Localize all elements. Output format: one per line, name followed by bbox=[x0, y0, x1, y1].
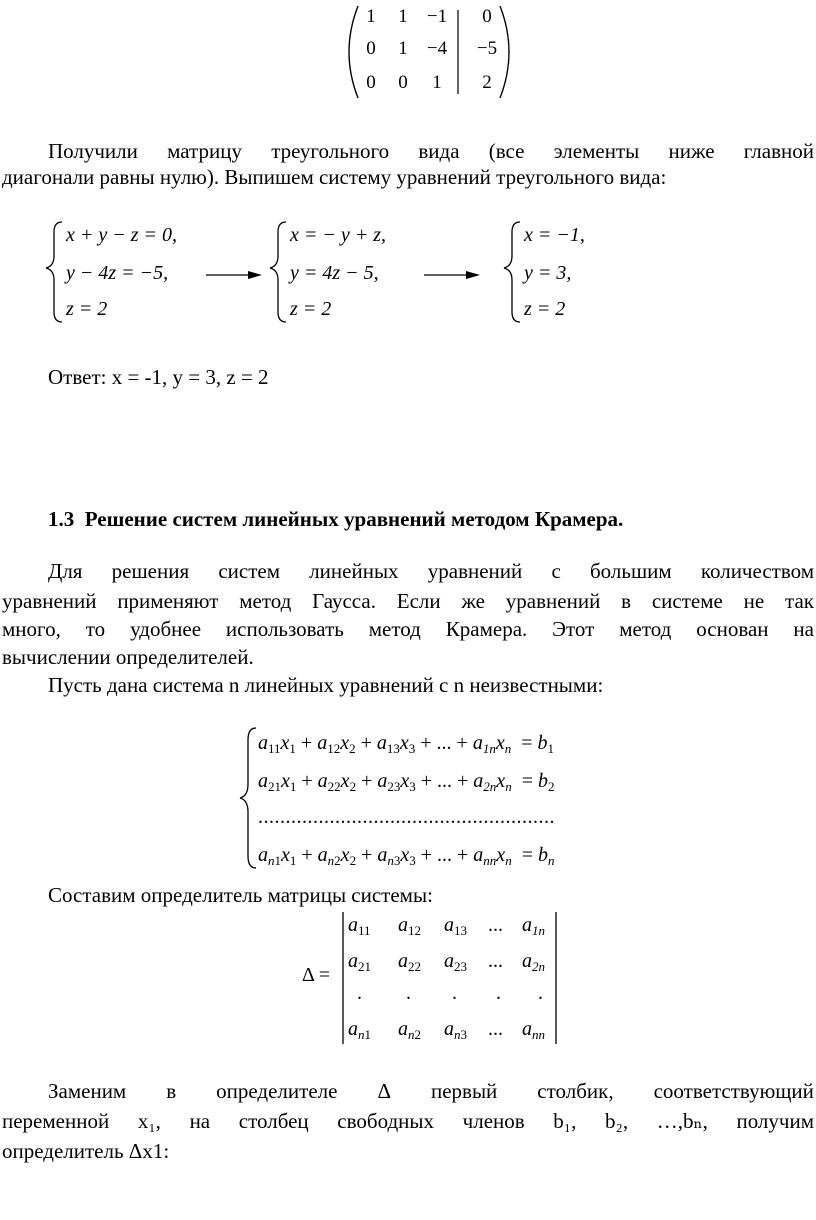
general-equation-2: $a_{21}x_1 + a_{22}x_2 + a_{23}x_3$ + ... + $a_{2n}x_n = b_2$ bbox=[258, 770, 555, 794]
det-ellipsis: ... bbox=[488, 1018, 503, 1040]
system2-brace bbox=[270, 222, 286, 322]
det-entry: $a_{n1}$ bbox=[348, 1018, 371, 1042]
general-equation-1: $a_{11}x_1 + a_{12}x_2 + a_{13}x_3$ + ... + $a_{1n}x_n = b_1$ bbox=[258, 732, 554, 756]
matrix-cell: 0 bbox=[366, 72, 376, 93]
matrix-cell: 0 bbox=[482, 6, 492, 27]
arrow-1 bbox=[206, 271, 262, 279]
det-dot: . bbox=[538, 982, 543, 1004]
det-ellipsis: ... bbox=[488, 914, 503, 936]
det-entry: $a_{11}$ bbox=[348, 914, 371, 938]
equation: y − 4z = −5, bbox=[66, 262, 169, 284]
det-dot: . bbox=[357, 982, 362, 1004]
paragraph-line: Получили матрицу треугольного вида (все элементы ниже главной bbox=[48, 139, 814, 163]
det-entry: $a_{22}$ bbox=[398, 950, 421, 974]
matrix-cell: 1 bbox=[432, 72, 442, 93]
paragraph-line: Пусть дана система n линейных уравнений с n неизвестными: bbox=[48, 673, 604, 697]
word: в bbox=[166, 1079, 177, 1103]
word: Δ bbox=[377, 1079, 391, 1103]
matrix-cell: 0 bbox=[398, 72, 408, 93]
paragraph-line: уравнений применяют метод Гаусса. Если же уравнений в системе не так bbox=[2, 589, 814, 613]
paragraph-line-justified bbox=[48, 1076, 814, 1106]
section-title: Решение систем линейных уравнений методом Крамера. bbox=[84, 507, 624, 531]
det-entry: $a_{n3}$ bbox=[444, 1018, 467, 1042]
matrix-cell: −4 bbox=[426, 38, 448, 59]
word: соответствующий bbox=[653, 1079, 814, 1103]
word: первый bbox=[430, 1079, 498, 1103]
equation: y = 4z − 5, bbox=[290, 262, 379, 284]
paragraph-line: много, то удобнее использовать метод Крамера. Этот метод основан на bbox=[2, 617, 814, 641]
det-entry: $a_{nn}$ bbox=[522, 1018, 545, 1042]
paragraph-line: Составим определитель матрицы системы: bbox=[48, 883, 433, 907]
matrix-cell: 1 bbox=[398, 38, 408, 59]
det-dot: . bbox=[406, 982, 411, 1004]
det-entry: $a_{12}$ bbox=[398, 914, 421, 938]
det-entry: $a_{23}$ bbox=[444, 950, 467, 974]
word: столбик, bbox=[537, 1079, 614, 1103]
det-dot: . bbox=[452, 982, 457, 1004]
equation: z = 2 bbox=[290, 298, 332, 320]
equation: z = 2 bbox=[66, 298, 108, 320]
equation: x = − y + z, bbox=[290, 224, 387, 246]
equation: z = 2 bbox=[524, 298, 566, 320]
det-ellipsis: ... bbox=[488, 950, 503, 972]
det-entry: $a_{13}$ bbox=[444, 914, 467, 938]
answer: Ответ: x = -1, y = 3, z = 2 bbox=[48, 365, 269, 389]
matrix-cell: −1 bbox=[426, 6, 448, 27]
paragraph-line: определитель Δx1: bbox=[2, 1139, 170, 1163]
det-entry: $a_{1n}$ bbox=[522, 914, 545, 938]
delta-label: Δ = bbox=[302, 964, 331, 986]
matrix-cell: 0 bbox=[366, 38, 376, 59]
word: Заменим bbox=[48, 1079, 127, 1103]
paragraph-line: вычислении определителей. bbox=[2, 645, 254, 669]
system3-brace bbox=[504, 222, 520, 322]
general-system-brace bbox=[240, 728, 256, 868]
matrix-cell: 2 bbox=[482, 72, 492, 93]
equation: y = 3, bbox=[524, 262, 572, 284]
det-entry: $a_{2n}$ bbox=[522, 950, 545, 974]
paragraph-line: диагонали равны нулю). Выпишем систему уравнений треугольного вида: bbox=[2, 165, 667, 189]
det-dot: . bbox=[496, 982, 501, 1004]
section-number: 1.3 bbox=[48, 507, 75, 531]
equation: x = −1, bbox=[524, 224, 585, 246]
det-entry: $a_{n2}$ bbox=[398, 1018, 421, 1042]
general-equation-n: $a_{n1}x_1 + a_{n2}x_2 + a_{n3}x_3$ + ... + $a_{nn}x_n = b_n$ bbox=[258, 844, 555, 868]
system1-brace bbox=[46, 222, 62, 322]
paragraph-line: Для решения систем линейных уравнений с большим количеством bbox=[48, 559, 814, 583]
arrow-2 bbox=[424, 271, 480, 279]
matrix-cell: 1 bbox=[366, 6, 376, 27]
paragraph-line: переменной x₁, на столбец свободных членов b₁, b₂, …,bₙ, получим bbox=[2, 1109, 814, 1133]
general-system-dots: ...................................................... bbox=[258, 806, 555, 828]
matrix-cell: −5 bbox=[476, 38, 498, 59]
word: определителе bbox=[216, 1079, 338, 1103]
section-heading bbox=[48, 504, 623, 534]
det-entry: $a_{21}$ bbox=[348, 950, 371, 974]
equation: x + y − z = 0, bbox=[66, 224, 178, 246]
matrix-cell: 1 bbox=[398, 6, 408, 27]
